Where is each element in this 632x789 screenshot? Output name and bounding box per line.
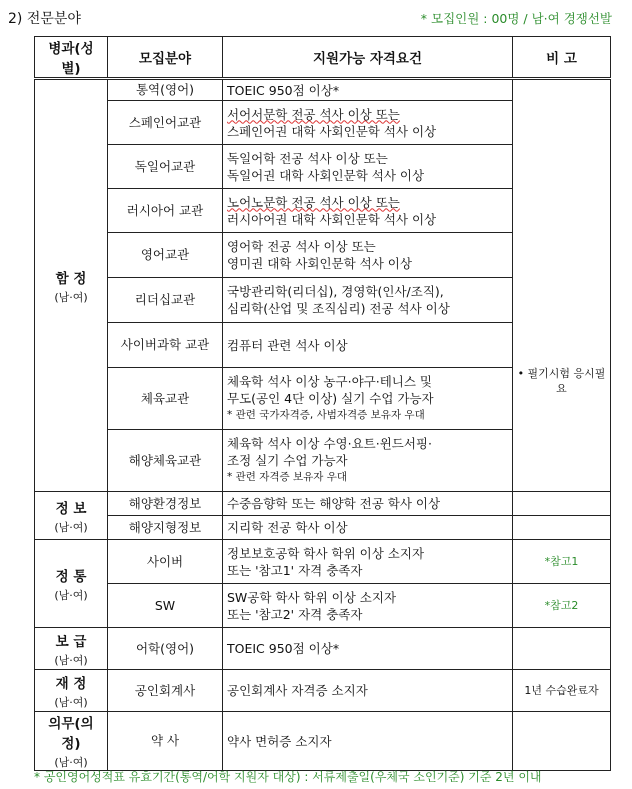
header-remark: 비 고: [513, 37, 611, 79]
dept-jeongbo: 정 보 (남·여): [35, 492, 108, 540]
qualification-cell: 노어노문학 전공 석사 이상 또는 러시아어권 대학 사회인문학 석사 이상: [223, 189, 513, 233]
dept-jaejeong: 재 정 (남·여): [35, 670, 108, 712]
qualification-cell: 수중음향학 또는 해양학 전공 학사 이상: [223, 492, 513, 516]
remark-cell: [513, 628, 611, 670]
field-cell: 통역(영어): [108, 79, 223, 101]
field-cell: 공인회계사: [108, 670, 223, 712]
table-row: [35, 492, 611, 516]
field-cell: 사이버과학 교관: [108, 323, 223, 368]
qualification-cell: 서어서문학 전공 석사 이상 또는 스페인어권 대학 사회인문학 석사 이상: [223, 101, 513, 145]
table-row: [35, 712, 611, 771]
field-cell: 독일어교관: [108, 145, 223, 189]
qualification-cell: 독일어학 전공 석사 이상 또는 독일어권 대학 사회인문학 석사 이상: [223, 145, 513, 189]
qualification-cell: TOEIC 950점 이상*: [223, 628, 513, 670]
dept-uimu: 의무(의정) (남·여): [35, 712, 108, 771]
qualification-cell: SW공학 학사 학위 이상 소지자 또는 '참고2' 자격 충족자: [223, 584, 513, 628]
table-row: [35, 584, 611, 628]
remark-cell: *참고2: [513, 584, 611, 628]
table-header-row: [35, 37, 611, 79]
field-cell: 어학(영어): [108, 628, 223, 670]
section-title: 2) 전문분야: [8, 11, 81, 27]
qualification-cell: 체육학 석사 이상 수영·요트·윈드서핑· 조정 실기 수업 가능자 * 관련 자격증 보유자 우대: [223, 430, 513, 492]
field-cell: 체육교관: [108, 368, 223, 430]
table-row: [35, 670, 611, 712]
table-row: [35, 516, 611, 540]
header-qualification: 지원가능 자격요건: [223, 37, 513, 79]
field-cell: 러시아어 교관: [108, 189, 223, 233]
qualification-cell: 정보보호공학 학사 학위 이상 소지자 또는 '참고1' 자격 충족자: [223, 540, 513, 584]
qualification-cell: 지리학 전공 학사 이상: [223, 516, 513, 540]
qualification-cell: 영어학 전공 석사 이상 또는 영미권 대학 사회인문학 석사 이상: [223, 233, 513, 278]
field-cell: 영어교관: [108, 233, 223, 278]
table-row: [35, 79, 611, 101]
qualification-table: [34, 36, 611, 771]
recruit-note: * 모집인원 : 00명 / 남·여 경쟁선발: [420, 11, 612, 26]
field-cell: 사이버: [108, 540, 223, 584]
qualification-cell: 컴퓨터 관련 석사 이상: [223, 323, 513, 368]
qualification-cell: 공인회계사 자격증 소지자: [223, 670, 513, 712]
section-header: [0, 6, 632, 30]
header-dept: 병과(성별): [35, 37, 108, 79]
field-cell: SW: [108, 584, 223, 628]
remark-cell: 1년 수습완료자: [513, 670, 611, 712]
dept-jeongtong: 정 통 (남·여): [35, 540, 108, 628]
dept-hamjeong: 함 정 (남·여): [35, 79, 108, 492]
qualification-cell: 약사 면허증 소지자: [223, 712, 513, 771]
field-cell: 리더십교관: [108, 278, 223, 323]
field-cell: 약 사: [108, 712, 223, 771]
field-cell: 해양환경정보: [108, 492, 223, 516]
written-exam-note: • 필기시험 응시필요: [517, 366, 606, 395]
qualification-cell: 국방관리학(리더십), 경영학(인사/조직), 심리학(산업 및 조직심리) 전공 석사 이상: [223, 278, 513, 323]
field-cell: 해양체육교관: [108, 430, 223, 492]
header-field: 모집분야: [108, 37, 223, 79]
qualification-cell: 체육학 석사 이상 농구·야구·테니스 및 무도(공인 4단 이상) 실기 수업 가능자 * 관련 국가자격증, 사범자격증 보유자 우대: [223, 368, 513, 430]
remark-cell: *참고1: [513, 540, 611, 584]
qualification-cell: TOEIC 950점 이상*: [223, 79, 513, 101]
footer-note: * 공인영어성적표 유효기간(통역/어학 지원자 대상) : 서류제출일(우체국 소인기준) 기준 2년 이내: [34, 770, 542, 784]
field-cell: 스페인어교관: [108, 101, 223, 145]
remark-cell: [513, 712, 611, 771]
remark-cell: [513, 492, 611, 516]
dept-bogeup: 보 급 (남·여): [35, 628, 108, 670]
table-row: [35, 540, 611, 584]
field-cell: 해양지형정보: [108, 516, 223, 540]
remark-cell: [513, 516, 611, 540]
remark-cell: [513, 79, 611, 492]
table-row: [35, 628, 611, 670]
